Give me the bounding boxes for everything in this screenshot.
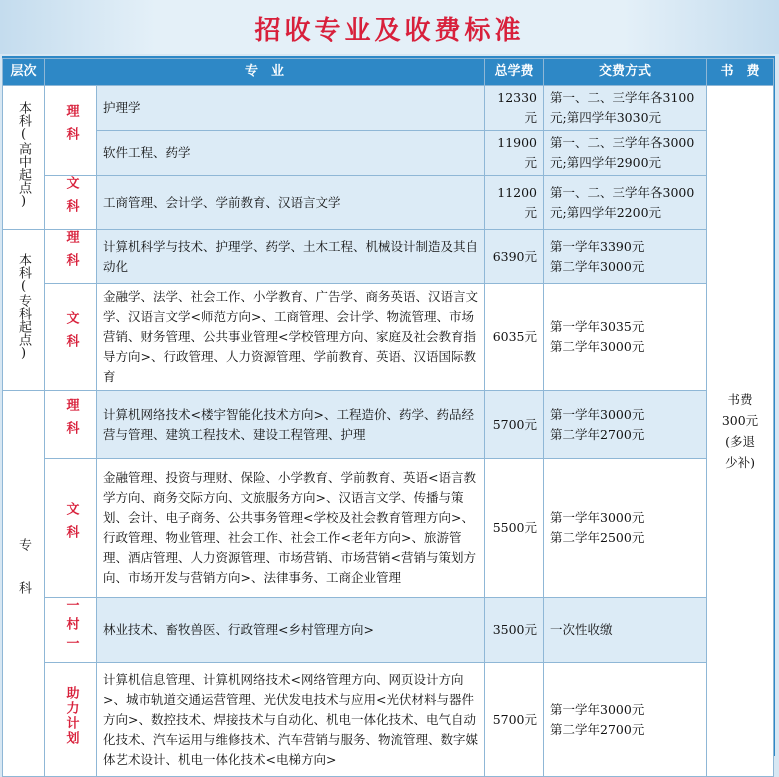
category-zljh: 助力计划 bbox=[63, 686, 79, 746]
category-wen: 文科 bbox=[63, 310, 79, 357]
category-cell bbox=[45, 176, 97, 230]
fee-cell: 6035元 bbox=[485, 284, 544, 391]
level-zk: 专科 bbox=[16, 537, 31, 624]
table-row bbox=[3, 391, 774, 459]
header-fee: 总学费 bbox=[485, 59, 544, 86]
major-cell: 林业技术、畜牧兽医、行政管理<乡村管理方向> bbox=[97, 598, 485, 663]
category-ycy: 一村一 bbox=[63, 598, 79, 655]
major-cell: 工商管理、会计学、学前教育、汉语言文学 bbox=[97, 176, 485, 230]
table-row bbox=[3, 598, 774, 663]
major-cell: 金融管理、投资与理财、保险、小学教育、学前教育、英语<语言教学方向、商务交际方向、文旅服务方向>、汉语言文学、传播与策划、会计、电子商务、公共事务管理<学校及社会教育管理方向>、行政管理、物业管理、社会工作、社会工作<老年方向>、旅游管理、酒店管理、人力资源管理、市场营销、市场营销<营销与策划方向、市场开发与营销方向>、法律事务、工商企业管理 bbox=[97, 459, 485, 598]
table-row bbox=[3, 86, 774, 131]
fee-cell: 6390元 bbox=[485, 230, 544, 284]
category-li: 理科 bbox=[63, 104, 79, 150]
page-title: 招收专业及收费标准 bbox=[254, 16, 525, 46]
payment-cell: 第一学年3000元 第二学年2700元 bbox=[544, 391, 707, 459]
books-cell: 书费300元(多退少补) bbox=[707, 86, 774, 777]
payment-cell: 第一、二、三学年各3000元;第四学年2900元 bbox=[544, 131, 707, 176]
level-cell bbox=[3, 230, 45, 391]
fee-cell: 11200元 bbox=[485, 176, 544, 230]
payment-cell: 第一学年3035元 第二学年3000元 bbox=[544, 284, 707, 391]
payment-cell: 第一、二、三学年各3000元;第四学年2200元 bbox=[544, 176, 707, 230]
category-li: 理科 bbox=[63, 398, 79, 444]
category-cell bbox=[45, 86, 97, 176]
category-wen: 文科 bbox=[63, 501, 79, 548]
fee-cell: 3500元 bbox=[485, 598, 544, 663]
table-row bbox=[3, 663, 774, 777]
header-payment: 交费方式 bbox=[544, 59, 707, 86]
table-row bbox=[3, 459, 774, 598]
level-cell bbox=[3, 86, 45, 230]
category-cell bbox=[45, 598, 97, 663]
category-wen: 文科 bbox=[63, 176, 79, 222]
category-cell bbox=[45, 230, 97, 284]
header-books: 书 费 bbox=[707, 59, 774, 86]
payment-cell: 第一学年3000元 第二学年2700元 bbox=[544, 663, 707, 777]
payment-cell: 一次性收缴 bbox=[544, 598, 707, 663]
payment-cell: 第一学年3390元 第二学年3000元 bbox=[544, 230, 707, 284]
fee-cell: 11900元 bbox=[485, 131, 544, 176]
category-cell bbox=[45, 663, 97, 777]
table-row bbox=[3, 131, 774, 176]
level-bk-gz: 本科(高中起点) bbox=[16, 100, 31, 209]
category-li: 理科 bbox=[63, 230, 79, 276]
level-cell bbox=[3, 391, 45, 777]
category-cell bbox=[45, 284, 97, 391]
level-bk-zk: 本科(专科起点) bbox=[16, 253, 31, 361]
major-cell: 软件工程、药学 bbox=[97, 131, 485, 176]
payment-cell: 第一、二、三学年各3100元;第四学年3030元 bbox=[544, 86, 707, 131]
table-row bbox=[3, 230, 774, 284]
fee-cell: 12330元 bbox=[485, 86, 544, 131]
fee-table bbox=[2, 58, 774, 777]
category-cell bbox=[45, 459, 97, 598]
major-cell: 计算机网络技术<楼宇智能化技术方向>、工程造价、药学、药品经营与管理、建筑工程技术、建设工程管理、护理 bbox=[97, 391, 485, 459]
category-cell bbox=[45, 391, 97, 459]
fee-cell: 5700元 bbox=[485, 391, 544, 459]
header-row bbox=[3, 59, 774, 86]
major-cell: 计算机科学与技术、护理学、药学、土木工程、机械设计制造及其自动化 bbox=[97, 230, 485, 284]
major-cell: 护理学 bbox=[97, 86, 485, 131]
header-level: 层次 bbox=[3, 59, 45, 86]
table-row bbox=[3, 284, 774, 391]
table-row bbox=[3, 176, 774, 230]
major-cell: 金融学、法学、社会工作、小学教育、广告学、商务英语、汉语言文学、汉语言文学<师范方向>、工商管理、会计学、物流管理、市场营销、财务管理、公共事业管理<学校管理方向、家庭及社会教育指导方向>、行政管理、人力资源管理、学前教育、英语、汉语国际教育 bbox=[97, 284, 485, 391]
payment-cell: 第一学年3000元 第二学年2500元 bbox=[544, 459, 707, 598]
major-cell: 计算机信息管理、计算机网络技术<网络管理方向、网页设计方向>、城市轨道交通运营管理、光伏发电技术与应用<光伏材料与器件方向>、数控技术、焊接技术与自动化、机电一体化技术、电气自动化技术、汽车运用与维修技术、汽车营销与服务、物流管理、数字媒体艺术设计、机电一体化技术<电梯方向> bbox=[97, 663, 485, 777]
fee-cell: 5500元 bbox=[485, 459, 544, 598]
fee-cell: 5700元 bbox=[485, 663, 544, 777]
header-major: 专 业 bbox=[45, 59, 485, 86]
